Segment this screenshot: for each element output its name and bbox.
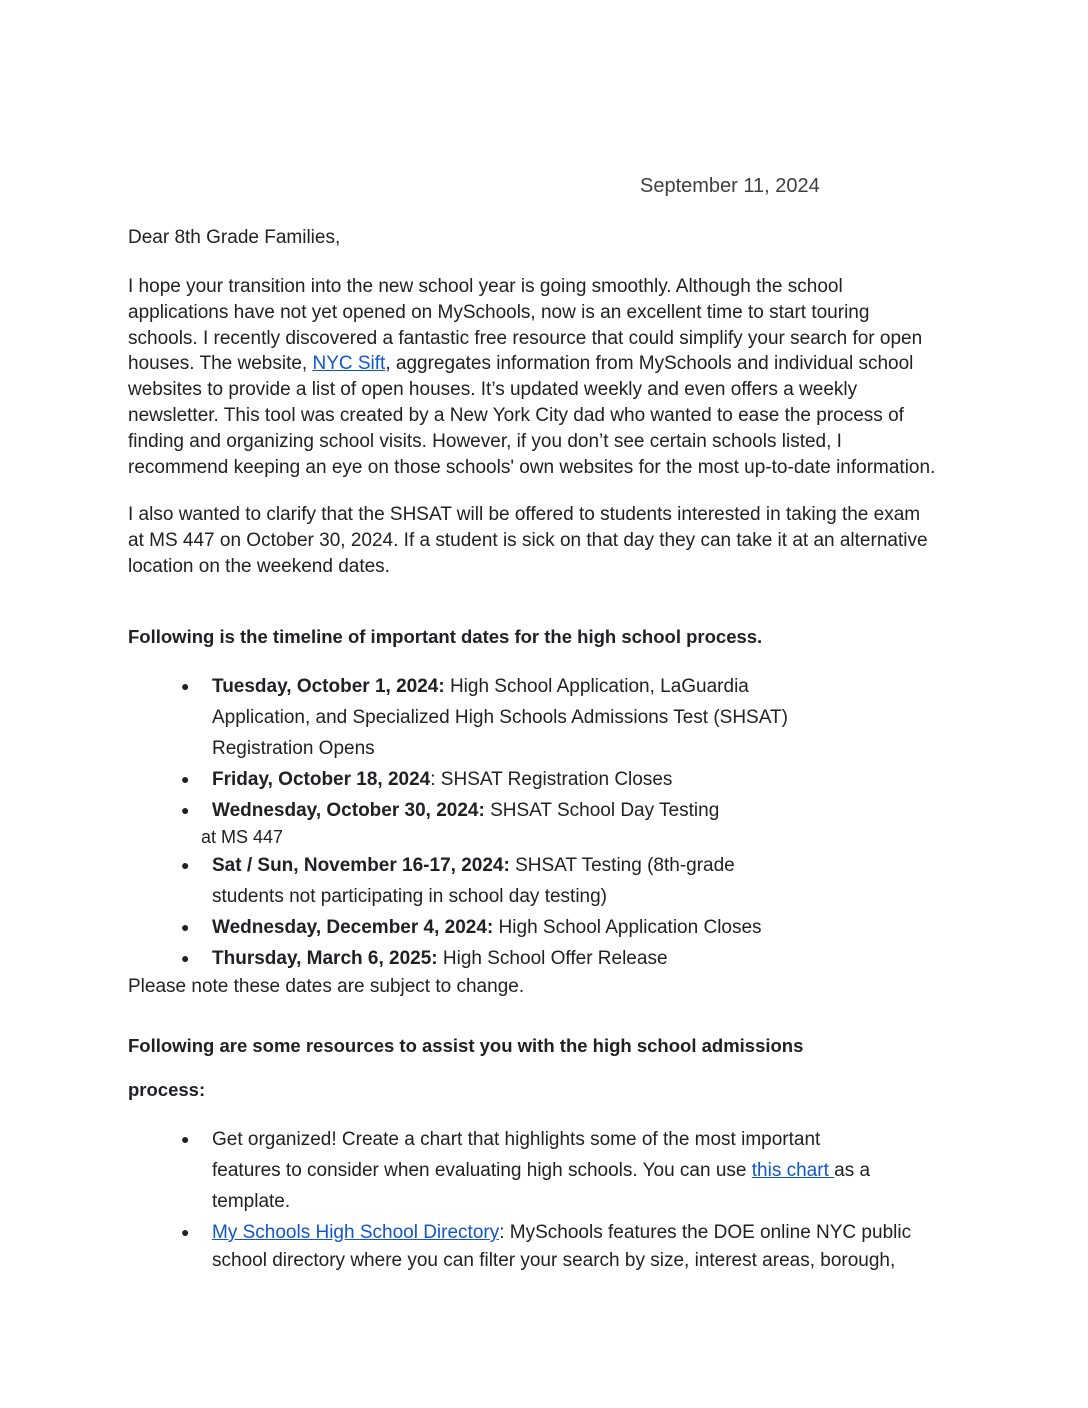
timeline-line xyxy=(212,764,1088,795)
resource-text: : MySchools features the DOE online NYC public xyxy=(499,1222,912,1243)
timeline-item xyxy=(128,850,1088,912)
bullet-icon: ● xyxy=(181,678,190,694)
resources-heading: Following are some resources to assist you with the high school admissions xyxy=(128,1035,804,1056)
greeting: Dear 8th Grade Families, xyxy=(128,227,341,248)
resource-line: Get organized! Create a chart that highlights some of the most important xyxy=(212,1129,821,1150)
paragraph-line: websites to provide a list of open houses. It’s updated weekly and even offers a weekly xyxy=(128,379,858,401)
timeline-text: High School Offer Release xyxy=(437,948,668,969)
shsat-paragraph xyxy=(128,502,928,579)
resource-line xyxy=(212,1217,911,1248)
timeline-item xyxy=(128,764,1088,795)
timeline-text: SHSAT Testing (8th-grade xyxy=(509,855,735,876)
bullet-icon: ● xyxy=(181,771,190,787)
timeline-date: Wednesday, December 4, 2024: xyxy=(212,917,494,938)
timeline-heading: Following is the timeline of important dates for the high school process. xyxy=(128,626,763,647)
timeline-item xyxy=(128,912,1088,943)
timeline-line: Registration Opens xyxy=(212,738,375,759)
timeline-date: Thursday, March 6, 2025: xyxy=(212,948,438,969)
timeline-text: High School Application Closes xyxy=(493,917,762,938)
resource-line xyxy=(212,1155,911,1186)
bullet-icon: ● xyxy=(181,950,190,966)
resource-item xyxy=(128,1217,911,1274)
paragraph-line: finding and organizing school visits. However, if you don’t see certain schools listed, I xyxy=(128,430,842,452)
timeline-date: Tuesday, October 1, 2024: xyxy=(212,676,445,697)
my-schools-directory-link[interactable]: My Schools High School Directory xyxy=(212,1222,500,1243)
paragraph-line xyxy=(128,351,935,377)
paragraph-line: schools. I recently discovered a fantastic free resource that could simplify your search for open xyxy=(128,327,923,349)
timeline-date: Wednesday, October 30, 2024: xyxy=(212,800,485,821)
resource-line: template. xyxy=(212,1191,291,1212)
timeline-line xyxy=(212,671,1088,702)
this-chart-link[interactable]: this chart xyxy=(751,1160,835,1181)
timeline-line xyxy=(212,795,1088,826)
timeline-date: Sat / Sun, November 16-17, 2024: xyxy=(212,855,510,876)
nyc-sift-link[interactable]: NYC Sift xyxy=(312,353,386,375)
resources-list xyxy=(128,1124,911,1274)
paragraph-line: location on the weekend dates. xyxy=(128,555,390,577)
timeline-text: : SHSAT Registration Closes xyxy=(430,769,673,790)
timeline-date: Friday, October 18, 2024 xyxy=(212,769,431,790)
intro-paragraph xyxy=(128,274,935,480)
bullet-icon: ● xyxy=(181,1131,190,1147)
paragraph-line: recommend keeping an eye on those schools' own websites for the most up-to-date information. xyxy=(128,456,936,478)
timeline-line: Application, and Specialized High Schools Admissions Test (SHSAT) xyxy=(212,707,788,728)
letter-date: September 11, 2024 xyxy=(640,175,820,197)
paragraph-text: houses. The website, xyxy=(128,353,313,375)
timeline-item xyxy=(128,795,1088,826)
bullet-icon: ● xyxy=(181,857,190,873)
timeline-line xyxy=(212,912,1088,943)
timeline-subline: at MS 447 xyxy=(201,827,284,847)
timeline-text: SHSAT School Day Testing xyxy=(484,800,720,821)
paragraph-line: I hope your transition into the new school year is going smoothly. Although the school xyxy=(128,276,843,297)
paragraph-line: at MS 447 on October 30, 2024. If a student is sick on that day they can take it at an alternative xyxy=(128,529,928,551)
paragraph-line: newsletter. This tool was created by a New York City dad who wanted to ease the process of xyxy=(128,404,904,426)
resource-line: school directory where you can filter your search by size, interest areas, borough, xyxy=(212,1250,896,1271)
timeline-text: High School Application, LaGuardia xyxy=(444,676,749,697)
bullet-icon: ● xyxy=(181,1224,190,1240)
resources-heading-continued: process: xyxy=(128,1079,206,1100)
resource-item xyxy=(128,1124,911,1217)
timeline-item xyxy=(128,943,1088,974)
resource-text: as a xyxy=(834,1160,871,1181)
bullet-icon: ● xyxy=(181,919,190,935)
timeline-line xyxy=(212,850,1088,881)
timeline-line xyxy=(212,943,1088,974)
bullet-icon: ● xyxy=(181,802,190,818)
timeline-line: students not participating in school day testing) xyxy=(212,886,608,907)
paragraph-line: applications have not yet opened on MySchools, now is an excellent time to start touring xyxy=(128,301,870,323)
paragraph-line: I also wanted to clarify that the SHSAT will be offered to students interested in taking the exam xyxy=(128,504,921,525)
dates-note: Please note these dates are subject to change. xyxy=(128,976,525,997)
timeline-item xyxy=(128,671,1088,764)
resource-text: features to consider when evaluating high schools. You can use xyxy=(212,1160,752,1181)
paragraph-text: , aggregates information from MySchools and individual school xyxy=(385,353,914,375)
